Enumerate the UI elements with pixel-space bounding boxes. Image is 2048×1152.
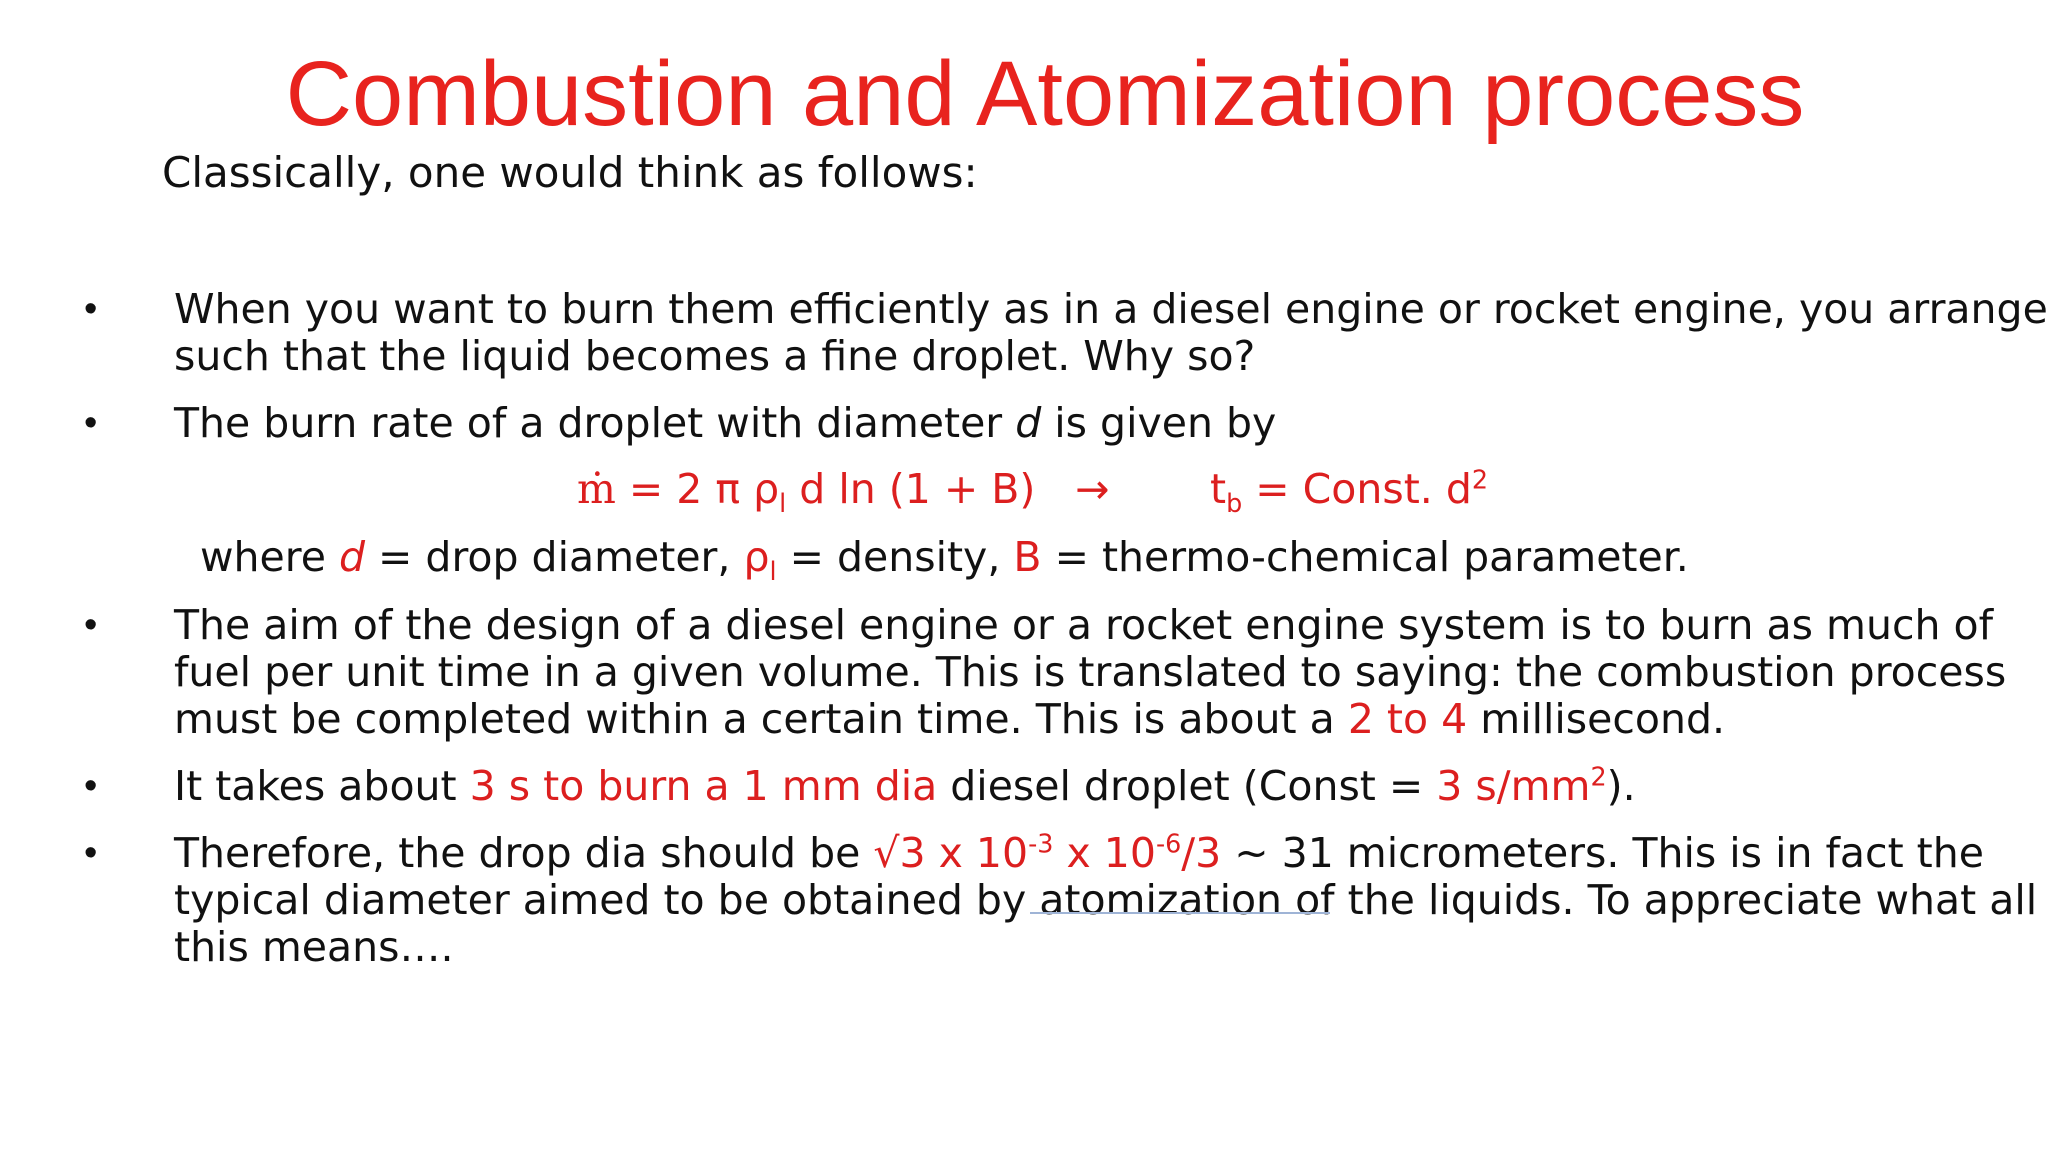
bullet-3-line: fuel per unit time in a given volume. This is translated to saying: the combustion process — [174, 648, 2007, 696]
diameter-variable: d — [1015, 399, 1042, 447]
bullet-3-text — [174, 602, 2014, 743]
bullet-marker: • — [84, 604, 98, 646]
equation-part: d ln (1 + B) — [786, 465, 1036, 513]
formula-highlight: x 10 — [1053, 829, 1156, 877]
definition-variable: d — [338, 533, 365, 581]
bullet-2-text-part: The burn rate of a droplet with diameter — [174, 399, 1016, 447]
equation-superscript: 2 — [1471, 464, 1489, 495]
definition-subscript: l — [769, 556, 777, 587]
bullet-3-line: The aim of the design of a diesel engine or a rocket engine system is to burn as much of — [174, 601, 1994, 649]
bullet-1-line: When you want to burn them efficiently as in a diesel engine or rocket engine, you arrange — [174, 285, 2048, 333]
bullet-marker: • — [84, 832, 98, 874]
constant-highlight: 3 s/mm — [1436, 762, 1591, 810]
equation-part: = Const. d — [1242, 465, 1472, 513]
bullet-3-text-part: millisecond. — [1467, 695, 1726, 743]
bullet-5-line — [174, 830, 2014, 877]
time-range-highlight: 2 to 4 — [1347, 695, 1468, 743]
burn-time-equation — [1210, 464, 1489, 519]
definition-variable: ρ — [743, 533, 770, 581]
bullet-marker: • — [84, 402, 98, 444]
mass-rate-symbol: ṁ — [577, 465, 616, 513]
bullet-2-text — [174, 400, 2014, 447]
formula-superscript: -3 — [1028, 828, 1054, 859]
formula-highlight: /3 — [1181, 829, 1222, 877]
bullet-4-text-part: diesel droplet (Const = — [937, 762, 1437, 810]
burn-time-highlight: 3 s to burn a 1 mm dia — [469, 762, 938, 810]
burn-rate-equation — [577, 465, 1036, 519]
bullet-1-text — [174, 285, 2048, 380]
formula-highlight: √3 x 10 — [873, 829, 1029, 877]
bullet-5-text — [174, 828, 2038, 971]
equation-part: t — [1210, 465, 1227, 513]
bullet-5-text-part: Therefore, the drop dia should be — [174, 829, 874, 877]
bullet-marker: • — [84, 765, 98, 807]
bullet-4-text-part: It takes about — [174, 762, 470, 810]
intro-text: Classically, one would think as follows: — [162, 148, 978, 197]
bullet-5-line: this means…. — [174, 923, 454, 971]
equation-part: = 2 π ρ — [615, 465, 780, 513]
bullet-5-line: typical diameter aimed to be obtained by atomization of the liquids. To appreciate what all — [174, 876, 2038, 924]
slide-title: Combustion and Atomization process — [285, 43, 1805, 145]
definition-variable: B — [1013, 533, 1042, 581]
definition-text: = density, — [776, 533, 1014, 581]
bullet-1-line: such that the liquid becomes a fine droplet. Why so? — [174, 332, 1256, 380]
definition-text: = drop diameter, — [365, 533, 744, 581]
equation-subscript: l — [779, 488, 787, 519]
equation-subscript: b — [1226, 488, 1243, 519]
definition-text: where — [200, 533, 339, 581]
variable-definitions — [200, 533, 1689, 587]
bullet-3-line — [174, 696, 2014, 743]
bullet-4-text — [174, 763, 2014, 810]
bullet-5-text-part: ~ 31 micrometers. This is in fact the — [1221, 829, 1984, 877]
bullet-marker: • — [84, 288, 98, 330]
definition-text: = thermo-chemical parameter. — [1041, 533, 1689, 581]
bullet-3-text-part: must be completed within a certain time. This is about a — [174, 695, 1348, 743]
equation-arrow: → — [1075, 465, 1110, 513]
bullet-2-text-part: is given by — [1041, 399, 1277, 447]
annotation-underline — [1030, 912, 1330, 914]
formula-superscript: -6 — [1155, 828, 1182, 859]
constant-superscript: 2 — [1590, 761, 1607, 792]
bullet-4-text-part: ). — [1606, 762, 1636, 810]
